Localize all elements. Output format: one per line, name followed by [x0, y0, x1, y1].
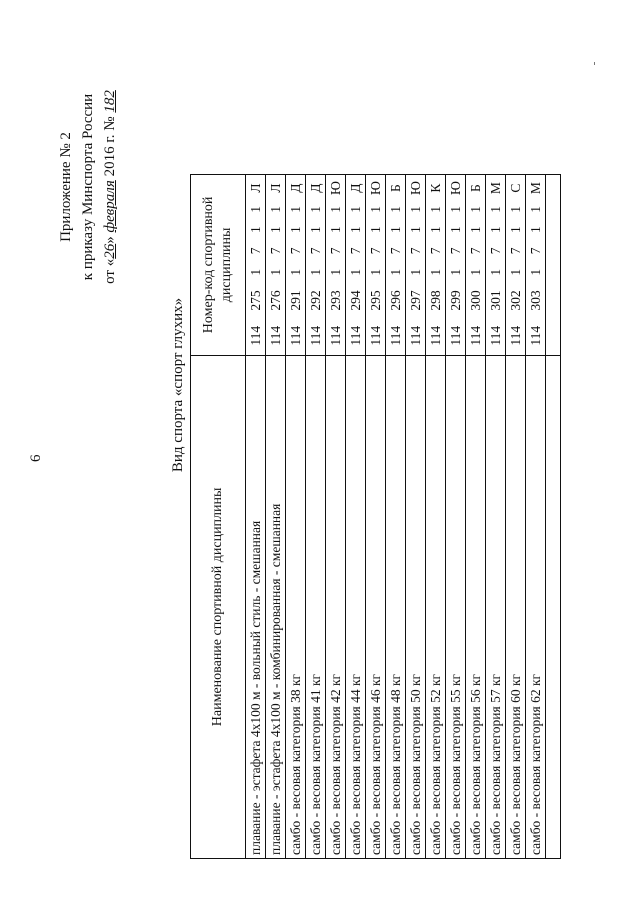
code-part: 114: [267, 325, 283, 346]
code-part: М: [487, 182, 503, 195]
code-part: 1: [507, 226, 523, 234]
discipline-code: [486, 175, 506, 356]
discipline-name: плавание - эстафета 4х100 м - комбинированная - смешанная: [266, 355, 286, 858]
code-part: 302: [507, 290, 523, 311]
table-header-row: [191, 175, 246, 859]
disciplines-table: [190, 174, 561, 859]
code-part: 114: [467, 325, 483, 346]
code-part: 1: [287, 268, 303, 276]
header-discipline-code: Номер-код спортивной дисциплины: [191, 175, 246, 356]
code-part: К: [427, 183, 443, 193]
discipline-code: [306, 175, 326, 356]
code-part: Д: [347, 183, 363, 193]
code-part: 114: [407, 325, 423, 346]
code-part: 292: [307, 290, 323, 311]
code-part: 1: [527, 226, 543, 234]
code-part: 1: [507, 205, 523, 213]
code-part: 114: [327, 325, 343, 346]
discipline-code: [266, 175, 286, 356]
code-part: 297: [407, 290, 423, 311]
table-row: [506, 175, 526, 859]
code-parts: [328, 179, 344, 351]
code-part: 7: [447, 247, 463, 255]
code-part: 1: [447, 268, 463, 276]
discipline-code: [346, 175, 366, 356]
table-row: [326, 175, 346, 859]
code-part: 293: [327, 290, 343, 311]
code-part: 7: [247, 247, 263, 255]
code-part: 1: [467, 205, 483, 213]
discipline-code: [246, 175, 266, 356]
code-parts: [248, 179, 264, 351]
code-part: 296: [387, 290, 403, 311]
code-part: 1: [327, 226, 343, 234]
code-part: 1: [307, 268, 323, 276]
discipline-code: [466, 175, 486, 356]
date-month: февраля: [102, 180, 118, 233]
code-part: 1: [387, 205, 403, 213]
empty-cell: [546, 355, 561, 858]
appendix-order-ref: к приказу Минспорта России: [80, 93, 96, 281]
code-part: 7: [367, 247, 383, 255]
table-row: [366, 175, 386, 859]
discipline-code: [286, 175, 306, 356]
code-part: 1: [367, 205, 383, 213]
code-part: 7: [427, 247, 443, 255]
header-discipline-name: Наименование спортивной дисциплины: [191, 355, 246, 858]
table-row: [386, 175, 406, 859]
code-part: 1: [247, 226, 263, 234]
code-part: 1: [507, 268, 523, 276]
code-part: 7: [487, 247, 503, 255]
code-part: 114: [447, 325, 463, 346]
code-part: 294: [347, 290, 363, 311]
code-part: 7: [347, 247, 363, 255]
code-part: М: [527, 182, 543, 195]
code-parts: [448, 179, 464, 351]
code-part: Б: [467, 184, 483, 192]
code-part: 1: [327, 205, 343, 213]
discipline-code: [446, 175, 466, 356]
table-row: [486, 175, 506, 859]
table-row: [346, 175, 366, 859]
table-row: [406, 175, 426, 859]
code-part: 275: [247, 290, 263, 311]
code-part: 114: [487, 325, 503, 346]
code-part: С: [507, 183, 523, 193]
code-part: 1: [347, 205, 363, 213]
discipline-name: самбо - весовая категория 44 кг: [346, 355, 366, 858]
code-part: 1: [367, 268, 383, 276]
code-part: Ю: [327, 181, 343, 196]
code-part: 1: [427, 268, 443, 276]
discipline-name: самбо - весовая категория 52 кг: [426, 355, 446, 858]
date-day: 26: [102, 243, 118, 259]
discipline-code: [326, 175, 346, 356]
order-number: 182: [102, 90, 118, 113]
code-part: 1: [267, 205, 283, 213]
table-row: [286, 175, 306, 859]
discipline-name: самбо - весовая категория 46 кг: [366, 355, 386, 858]
code-part: 1: [267, 226, 283, 234]
discipline-name: самбо - весовая категория 50 кг: [406, 355, 426, 858]
date-mid: »: [102, 236, 118, 244]
discipline-name: самбо - весовая категория 41 кг: [306, 355, 326, 858]
code-part: 1: [307, 205, 323, 213]
code-part: 1: [527, 268, 543, 276]
code-parts: [308, 179, 324, 351]
code-part: Б: [387, 184, 403, 192]
code-parts: [488, 179, 504, 351]
code-parts: [288, 179, 304, 351]
code-part: 1: [247, 268, 263, 276]
code-part: 1: [427, 205, 443, 213]
code-part: 114: [247, 325, 263, 346]
discipline-name: самбо - весовая категория 60 кг: [506, 355, 526, 858]
code-part: Д: [307, 183, 323, 193]
code-part: 1: [387, 268, 403, 276]
discipline-name: самбо - весовая категория 42 кг: [326, 355, 346, 858]
code-part: 1: [467, 226, 483, 234]
code-parts: [408, 179, 424, 351]
code-part: Л: [267, 183, 283, 193]
code-part: 7: [467, 247, 483, 255]
code-parts: [528, 179, 544, 351]
code-part: 1: [487, 205, 503, 213]
code-part: 295: [367, 290, 383, 311]
code-part: 1: [487, 226, 503, 234]
code-part: 114: [427, 325, 443, 346]
discipline-code: [426, 175, 446, 356]
code-part: 291: [287, 290, 303, 311]
code-part: Л: [247, 183, 263, 193]
code-part: 303: [527, 290, 543, 311]
code-part: 7: [307, 247, 323, 255]
code-parts: [368, 179, 384, 351]
table-row: [466, 175, 486, 859]
code-part: 1: [307, 226, 323, 234]
discipline-code: [406, 175, 426, 356]
code-part: 1: [407, 205, 423, 213]
table-row-empty: [546, 175, 561, 859]
code-part: 1: [467, 268, 483, 276]
code-part: 1: [407, 268, 423, 276]
date-prefix: от «: [102, 258, 118, 284]
code-part: 1: [287, 205, 303, 213]
table-row: [266, 175, 286, 859]
code-part: 1: [387, 226, 403, 234]
discipline-code: [366, 175, 386, 356]
code-part: 1: [527, 205, 543, 213]
code-part: 7: [527, 247, 543, 255]
page-number: 6: [28, 454, 44, 462]
appendix-title: Приложение № 2: [58, 132, 74, 242]
code-part: 1: [487, 268, 503, 276]
code-part: 7: [507, 247, 523, 255]
code-part: 114: [307, 325, 323, 346]
code-part: 1: [267, 268, 283, 276]
code-part: 7: [407, 247, 423, 255]
code-part: 1: [247, 205, 263, 213]
code-part: 276: [267, 290, 283, 311]
code-part: 300: [467, 290, 483, 311]
code-part: 114: [287, 325, 303, 346]
appendix-header: [55, 37, 121, 337]
appendix-date-line: [99, 37, 121, 337]
code-part: 1: [447, 226, 463, 234]
scan-mark: [594, 62, 595, 65]
discipline-name: самбо - весовая категория 38 кг: [286, 355, 306, 858]
code-part: 114: [347, 325, 363, 346]
code-part: 114: [507, 325, 523, 346]
code-part: 114: [527, 325, 543, 346]
code-part: Ю: [407, 181, 423, 196]
code-parts: [468, 179, 484, 351]
code-part: 299: [447, 290, 463, 311]
code-part: 1: [327, 268, 343, 276]
discipline-code: [386, 175, 406, 356]
code-part: 1: [427, 226, 443, 234]
table-body: [246, 175, 561, 859]
code-part: 1: [447, 205, 463, 213]
code-part: 1: [367, 226, 383, 234]
discipline-name: самбо - весовая категория 57 кг: [486, 355, 506, 858]
code-part: Ю: [367, 181, 383, 196]
code-part: Д: [287, 183, 303, 193]
code-part: 1: [347, 268, 363, 276]
code-part: 114: [367, 325, 383, 346]
code-part: 114: [387, 325, 403, 346]
code-part: 1: [287, 226, 303, 234]
discipline-code: [526, 175, 546, 356]
code-parts: [508, 179, 524, 351]
discipline-name: самбо - весовая категория 48 кг: [386, 355, 406, 858]
discipline-code: [506, 175, 526, 356]
code-part: 1: [347, 226, 363, 234]
code-part: 7: [287, 247, 303, 255]
code-parts: [428, 179, 444, 351]
code-part: Ю: [447, 181, 463, 196]
code-part: 1: [407, 226, 423, 234]
sport-kind-title: Вид спорта «спорт глухих»: [170, 297, 186, 473]
code-parts: [348, 179, 364, 351]
code-parts: [268, 179, 284, 351]
empty-cell: [546, 175, 561, 356]
discipline-name: самбо - весовая категория 62 кг: [526, 355, 546, 858]
table-row: [446, 175, 466, 859]
code-part: 298: [427, 290, 443, 311]
code-part: 7: [387, 247, 403, 255]
discipline-name: плавание - эстафета 4х100 м - вольный стиль - смешанная: [246, 355, 266, 858]
discipline-name: самбо - весовая категория 55 кг: [446, 355, 466, 858]
table-row: [526, 175, 546, 859]
code-part: 7: [327, 247, 343, 255]
discipline-name: самбо - весовая категория 56 кг: [466, 355, 486, 858]
table-row: [426, 175, 446, 859]
table-row: [306, 175, 326, 859]
code-part: 7: [267, 247, 283, 255]
table-row: [246, 175, 266, 859]
code-parts: [388, 179, 404, 351]
date-year: 2016 г. №: [102, 116, 118, 177]
code-part: 301: [487, 290, 503, 311]
